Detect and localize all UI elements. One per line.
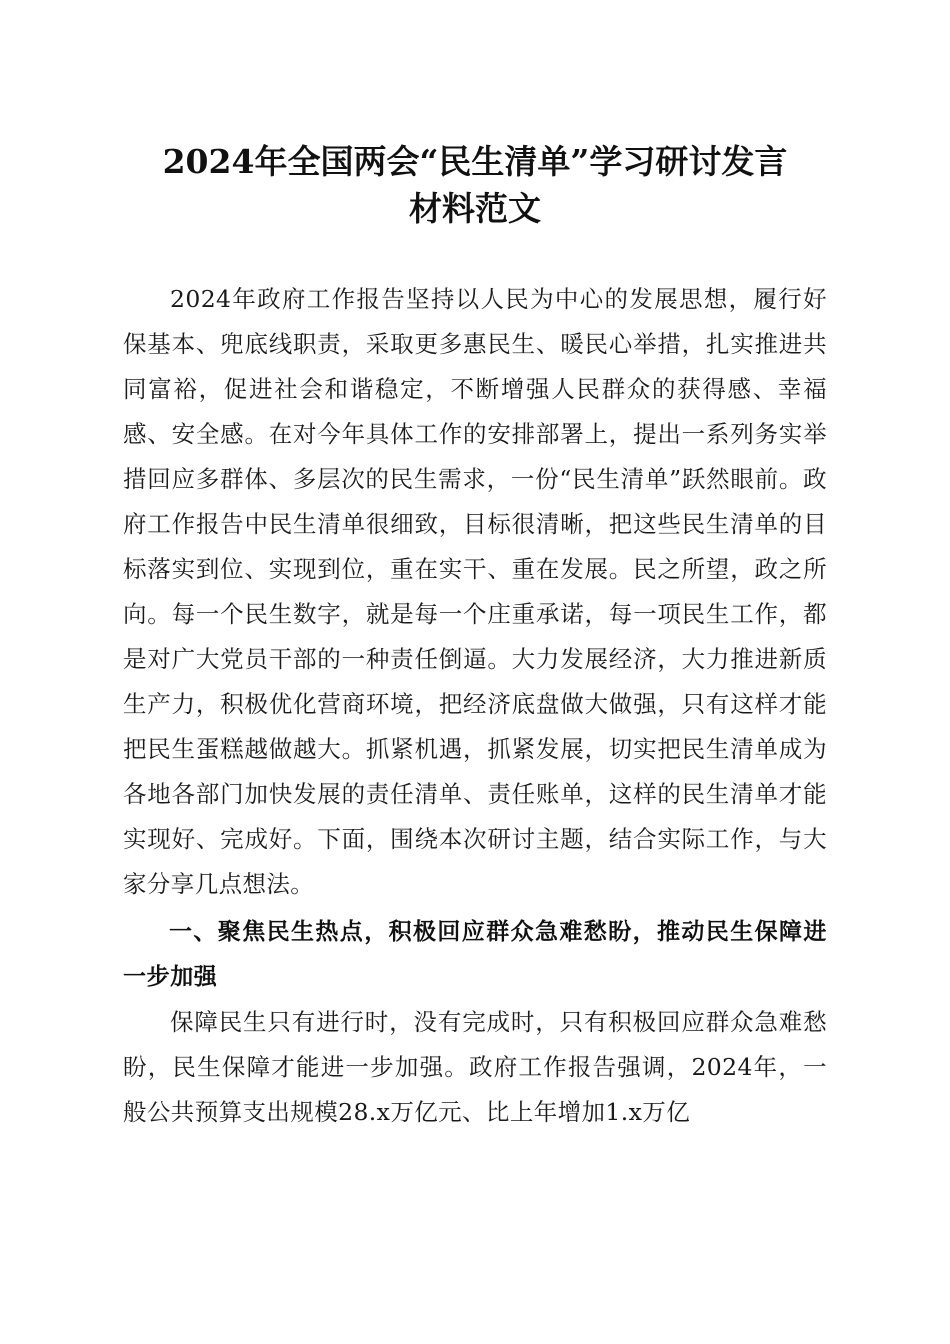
title-line-1: 2024年全国两会“民生清单”学习研讨发言 [162, 142, 788, 181]
document-title [120, 138, 830, 232]
document-body [123, 277, 827, 1135]
title-line-2: 材料范文 [409, 189, 541, 228]
section-paragraph-1: 保障民生只有进行时，没有完成时，只有积极回应群众急难愁盼，民生保障才能进一步加强。政府工作报告强调，2024年，一般公共预算支出规模28.x万亿元、比上年增加1.x万亿 [123, 1008, 827, 1126]
section-heading-1: 一、聚焦民生热点，积极回应群众急难愁盼，推动民生保障进一步加强 [123, 919, 827, 990]
intro-paragraph: 2024年政府工作报告坚持以人民为中心的发展思想，履行好保基本、兜底线职责，采取更多惠民生、暖民心举措，扎实推进共同富裕，促进社会和谐稳定，不断增强人民群众的获得感、幸福感、安全感。在对今年具体工作的安排部署上，提出一系列务实举措回应多群体、多层次的民生需求，一份“民生清单”跃然眼前。政府工作报告中民生清单很细致，目标很清晰，把这些民生清单的目标落实到位、实现到位，重在实干、重在发展。民之所望，政之所向。每一个民生数字，就是每一个庄重承诺，每一项民生工作，都是对广大党员干部的一种责任倒逼。大力发展经济，大力推进新质生产力，积极优化营商环境，把经济底盘做大做强，只有这样才能把民生蛋糕越做越大。抓紧机遇，抓紧发展，切实把民生清单成为各地各部门加快发展的责任清单、责任账单，这样的民生清单才能实现好、完成好。下面，围绕本次研讨主题，结合实际工作，与大家分享几点想法。 [123, 285, 827, 898]
